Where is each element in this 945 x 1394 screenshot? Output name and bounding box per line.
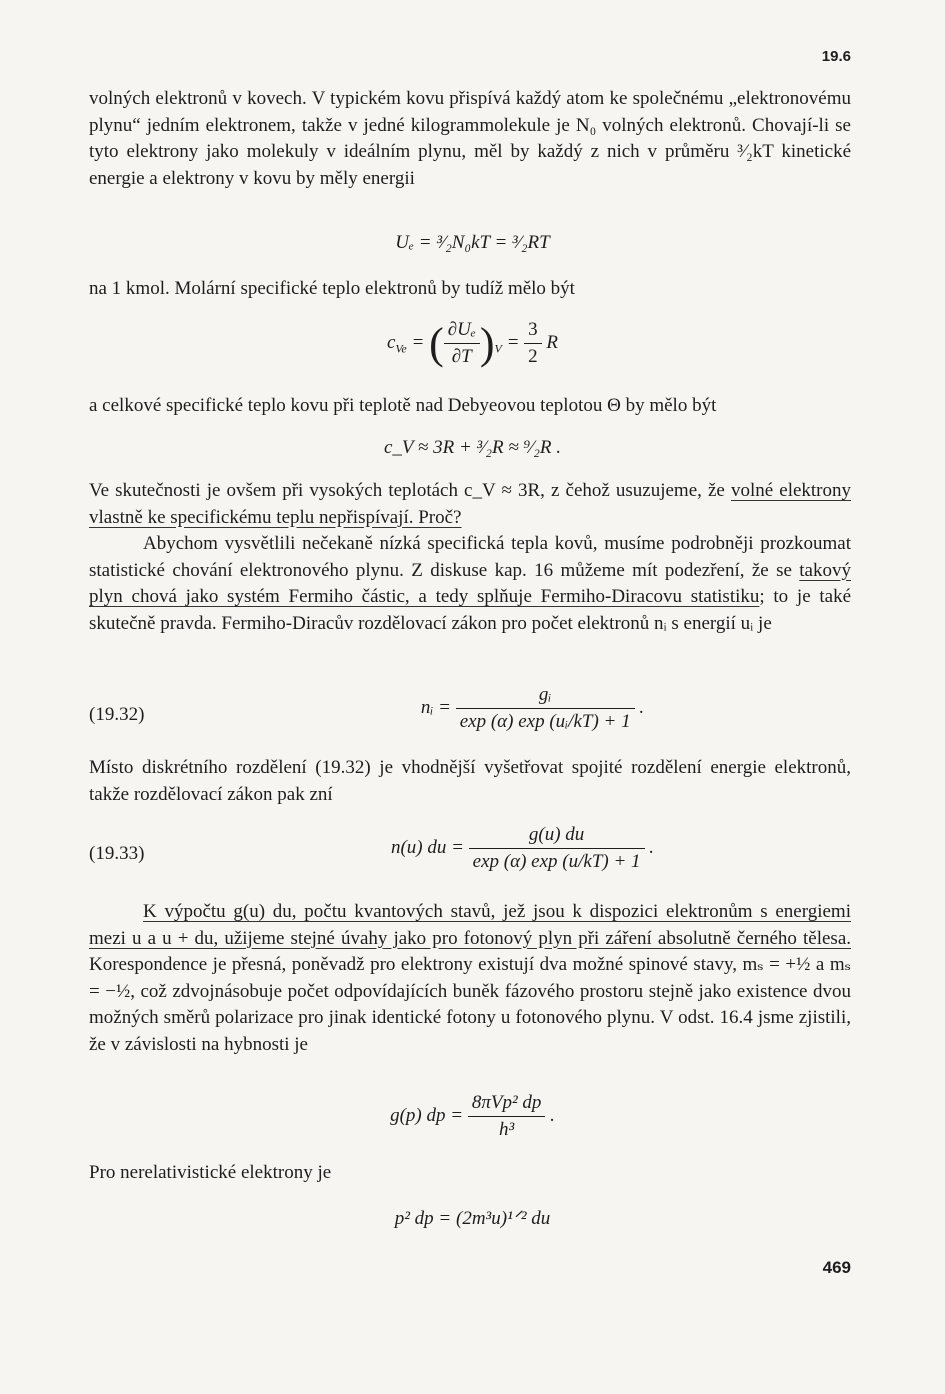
eq-cve-num: ∂Uₑ [444, 319, 480, 344]
eq-gp-end: . [550, 1104, 555, 1126]
equation-ue: Uₑ = ³⁄₂N₀kT = ³⁄₂RT [395, 232, 550, 253]
eq-cve-lhs-sub: Ve [395, 341, 407, 356]
eq-gp-num: 8πVp² dp [468, 1092, 546, 1117]
paragraph-5-text-c: ; to je také skutečně pravda. Fermiho-Diracův rozdělovací zákon pro počet elektronů nᵢ s energií uᵢ je [89, 586, 851, 634]
eq-1932-den: exp (α) exp (uᵢ/kT) + 1 [459, 711, 631, 732]
eq-1932-lhs: nᵢ = [420, 696, 451, 718]
eq-label-1933: (19.33) [89, 843, 145, 864]
section-number: 19.6 [821, 48, 851, 65]
paragraph-5-text-a: Abychom vysvětlili nečekaně nízká specifická tepla kovů, musíme podrobněji prozkoumat statistické chování elektronového plynu. Z diskuse kap. 16 můžeme mít podezření, že se [89, 533, 851, 581]
eq-1933-den: exp (α) exp (u/kT) + 1 [472, 851, 641, 872]
paragraph-6: Místo diskrétního rozdělení (19.32) je vhodnější vyšetřovat spojité rozdělení energie elektronů, takže rozdělovací zákon pak zní [89, 757, 851, 805]
paragraph-4-text: Ve skutečnosti je ovšem při vysokých teplotách c_V ≈ 3R, z čehož usuzujeme, že [89, 480, 731, 501]
paragraph-3: a celkové specifické teplo kovu při teplotě nad Debyeovou teplotou Θ by mělo být [89, 395, 717, 416]
paragraph-7-text: Korespondence je přesná, poněvadž pro elektrony existují dva možné spinové stavy, mₛ = +½ a mₛ = −½, což zdvojnásobuje počet odpovídajících buněk fázového prostoru stejně jako existence dvou možných směrů polarizace pro jinak identické fotony u fotonového plynu. V odst. 16.4 jsme zjistili, že v závislosti na hybnosti je [89, 954, 851, 1055]
eq-cve-sub: V [494, 341, 502, 356]
equation-gp [0, 1092, 945, 1141]
eq-gp-lhs: g(p) dp = [390, 1104, 464, 1126]
equation-1932 [60, 684, 945, 733]
paragraph-1: volných elektronů v kovech. V typickém kovu přispívá každý atom ke společnému „elektronovému plynu“ jedním elektronem, takže v jedné kilogrammolekule je N₀ volných elektronů. Chovají-li se tyto elektrony jako molekuly v ideálním plynu, měl by každý z nich v průměru ³⁄₂kT kinetické energie a elektrony v kovu by měly energii [89, 88, 851, 189]
paragraph-8: Pro nerelativistické elektrony je [89, 1162, 332, 1183]
paragraph-4-underlined: volné elektrony vlastně ke specifickému teplu nepřispívají. Proč? [89, 480, 852, 528]
equation-cve: $c_{Ve}$ = ( $\frac{\text{∂Uₑ}}{\partial T}$ )$_V$ = $\frac{3}{2}$ R [386, 319, 559, 368]
eq-1932-end: . [639, 696, 645, 718]
paragraph-5 [89, 531, 851, 637]
equation-cv: c_V ≈ 3R + ³⁄₂R ≈ ⁹⁄₂R . [383, 437, 562, 458]
equation-p2: p² dp = (2m³u)¹ᐟ² du [394, 1208, 551, 1229]
eq-cve-rhs-den: 2 [528, 346, 538, 367]
eq-1933-end: . [649, 836, 655, 858]
paragraph-2: na 1 kmol. Molární specifické teplo elektronů by tudíž mělo být [89, 278, 575, 299]
paragraph-5-underlined: takový plyn chová jako systém Fermiho částic, a tedy splňuje Fermiho-Diracovu statistiku [89, 559, 851, 607]
eq-label-1932: (19.32) [89, 704, 145, 725]
equation-1933 [50, 824, 945, 873]
paragraph-4 [89, 478, 851, 531]
eq-1933-lhs: n(u) du = [390, 836, 464, 858]
eq-cve-lhs: c [386, 331, 396, 353]
eq-cve-den: ∂T [451, 346, 472, 367]
eq-1933-num: g(u) du [469, 824, 645, 849]
eq-cve-rhs: R [546, 331, 559, 353]
paragraph-7-underlined: K výpočtu g(u) du, počtu kvantových stavů, jež jsou k dispozici elektronům s energiemi mezi u a u + du, užijeme stejné úvahy jako pro fotonový plyn při záření absolutně černého tělesa. [89, 901, 851, 949]
eq-1932-num: gᵢ [456, 684, 635, 709]
eq-cve-rhs-num: 3 [524, 319, 542, 344]
page-number: 469 [822, 1258, 851, 1277]
eq-gp-den: h³ [499, 1119, 515, 1140]
paragraph-7 [89, 899, 851, 1058]
